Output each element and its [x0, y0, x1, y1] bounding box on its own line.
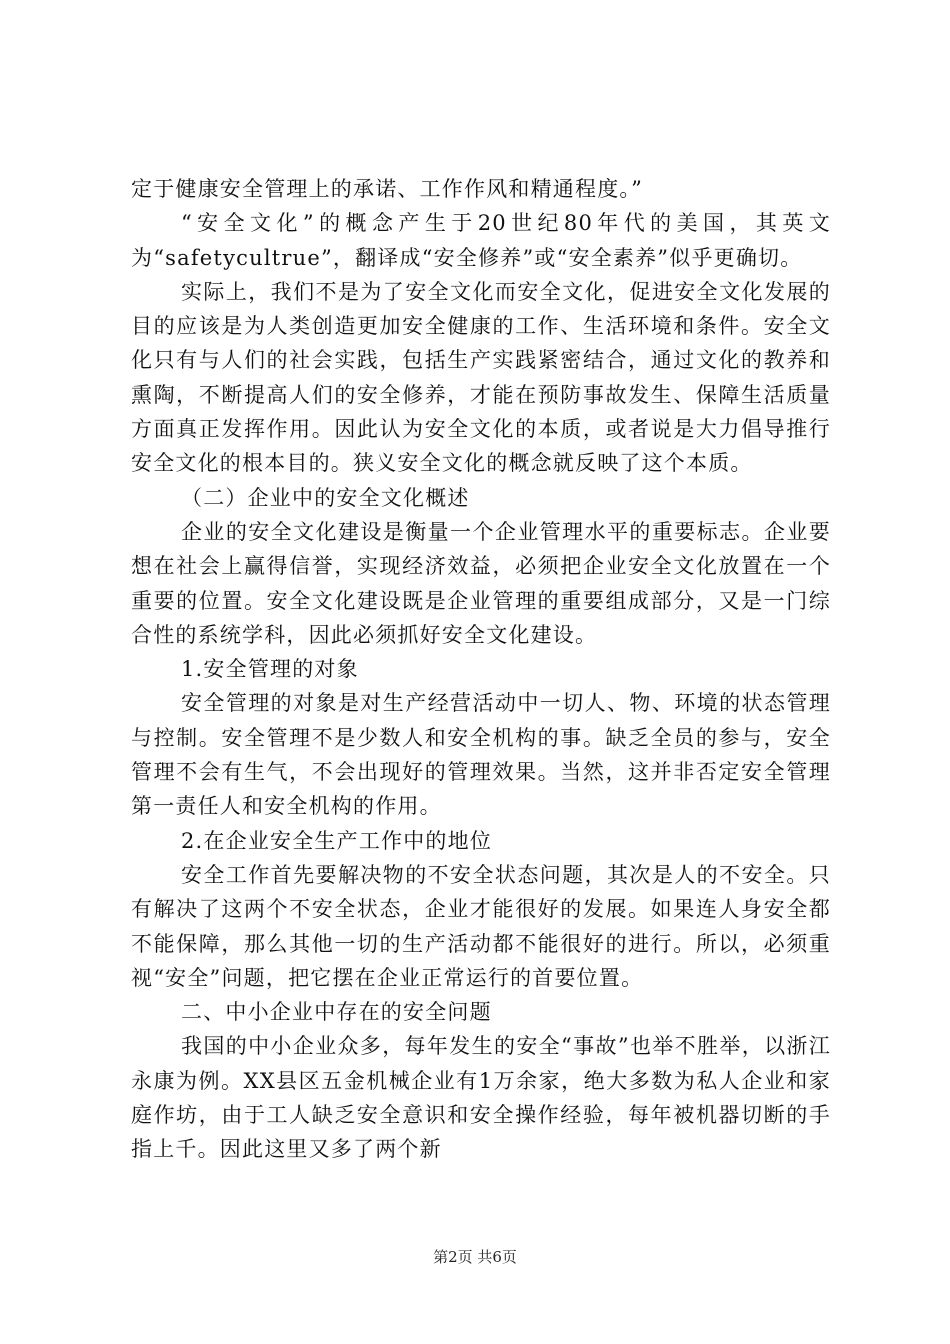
paragraph-continuation: 定于健康安全管理上的承诺、工作作风和精通程度。” [131, 177, 644, 201]
section-heading-sme-safety-problems: 二、中小企业中存在的安全问题 [181, 1000, 492, 1025]
paragraph-safety-culture-origin: “安全文化”的概念产生于20世纪80年代的美国，其英文为“safetycultrue”，翻译成“安全修养”或“安全素养”似乎更确切。 [131, 211, 831, 270]
subheading-management-object: 1.安全管理的对象 [181, 657, 359, 682]
section-heading-enterprise-safety-culture: （二）企业中的安全文化概述 [181, 485, 470, 510]
paragraph-enterprise-safety-culture: 企业的安全文化建设是衡量一个企业管理水平的重要标志。企业要想在社会上赢得信誉，实现经济效益，必须把企业安全文化放置在一个重要的位置。安全文化建设既是企业管理的重要组成部分，又是一门综合性的系统学科，因此必须抓好安全文化建设。 [131, 519, 831, 647]
subheading-safety-position: 2.在企业安全生产工作中的地位 [181, 828, 493, 853]
paragraph-sme-safety-problems: 我国的中小企业众多，每年发生的安全“事故”也举不胜举，以浙江永康为例。XX县区五金机械企业有1万余家，绝大多数为私人企业和家庭作坊，由于工人缺乏安全意识和安全操作经验，每年被机器切断的手指上千。因此这里又多了两个新 [131, 1034, 831, 1162]
document-body [131, 172, 831, 1167]
paragraph-safety-culture-essence: 实际上，我们不是为了安全文化而安全文化，促进安全文化发展的目的应该是为人类创造更加安全健康的工作、生活环境和条件。安全文化只有与人们的社会实践，包括生产实践紧密结合，通过文化的教养和熏陶，不断提高人们的安全修养，才能在预防事故发生、保障生活质量方面真正发挥作用。因此认为安全文化的本质，或者说是大力倡导推行安全文化的根本目的。狭义安全文化的概念就反映了这个本质。 [131, 279, 831, 476]
page-number-footer: 第2页 共6页 [433, 1248, 517, 1266]
paragraph-management-object: 安全管理的对象是对生产经营活动中一切人、物、环境的状态管理与控制。安全管理不是少数人和安全机构的事。缺乏全员的参与，安全管理不会有生气，不会出现好的管理效果。当然，这并非否定安全管理第一责任人和安全机构的作用。 [131, 691, 831, 819]
paragraph-safety-position: 安全工作首先要解决物的不安全状态问题，其次是人的不安全。只有解决了这两个不安全状态，企业才能很好的发展。如果连人身安全都不能保障，那么其他一切的生产活动都不能很好的进行。所以，必须重视“安全”问题，把它摆在企业正常运行的首要位置。 [131, 862, 831, 990]
